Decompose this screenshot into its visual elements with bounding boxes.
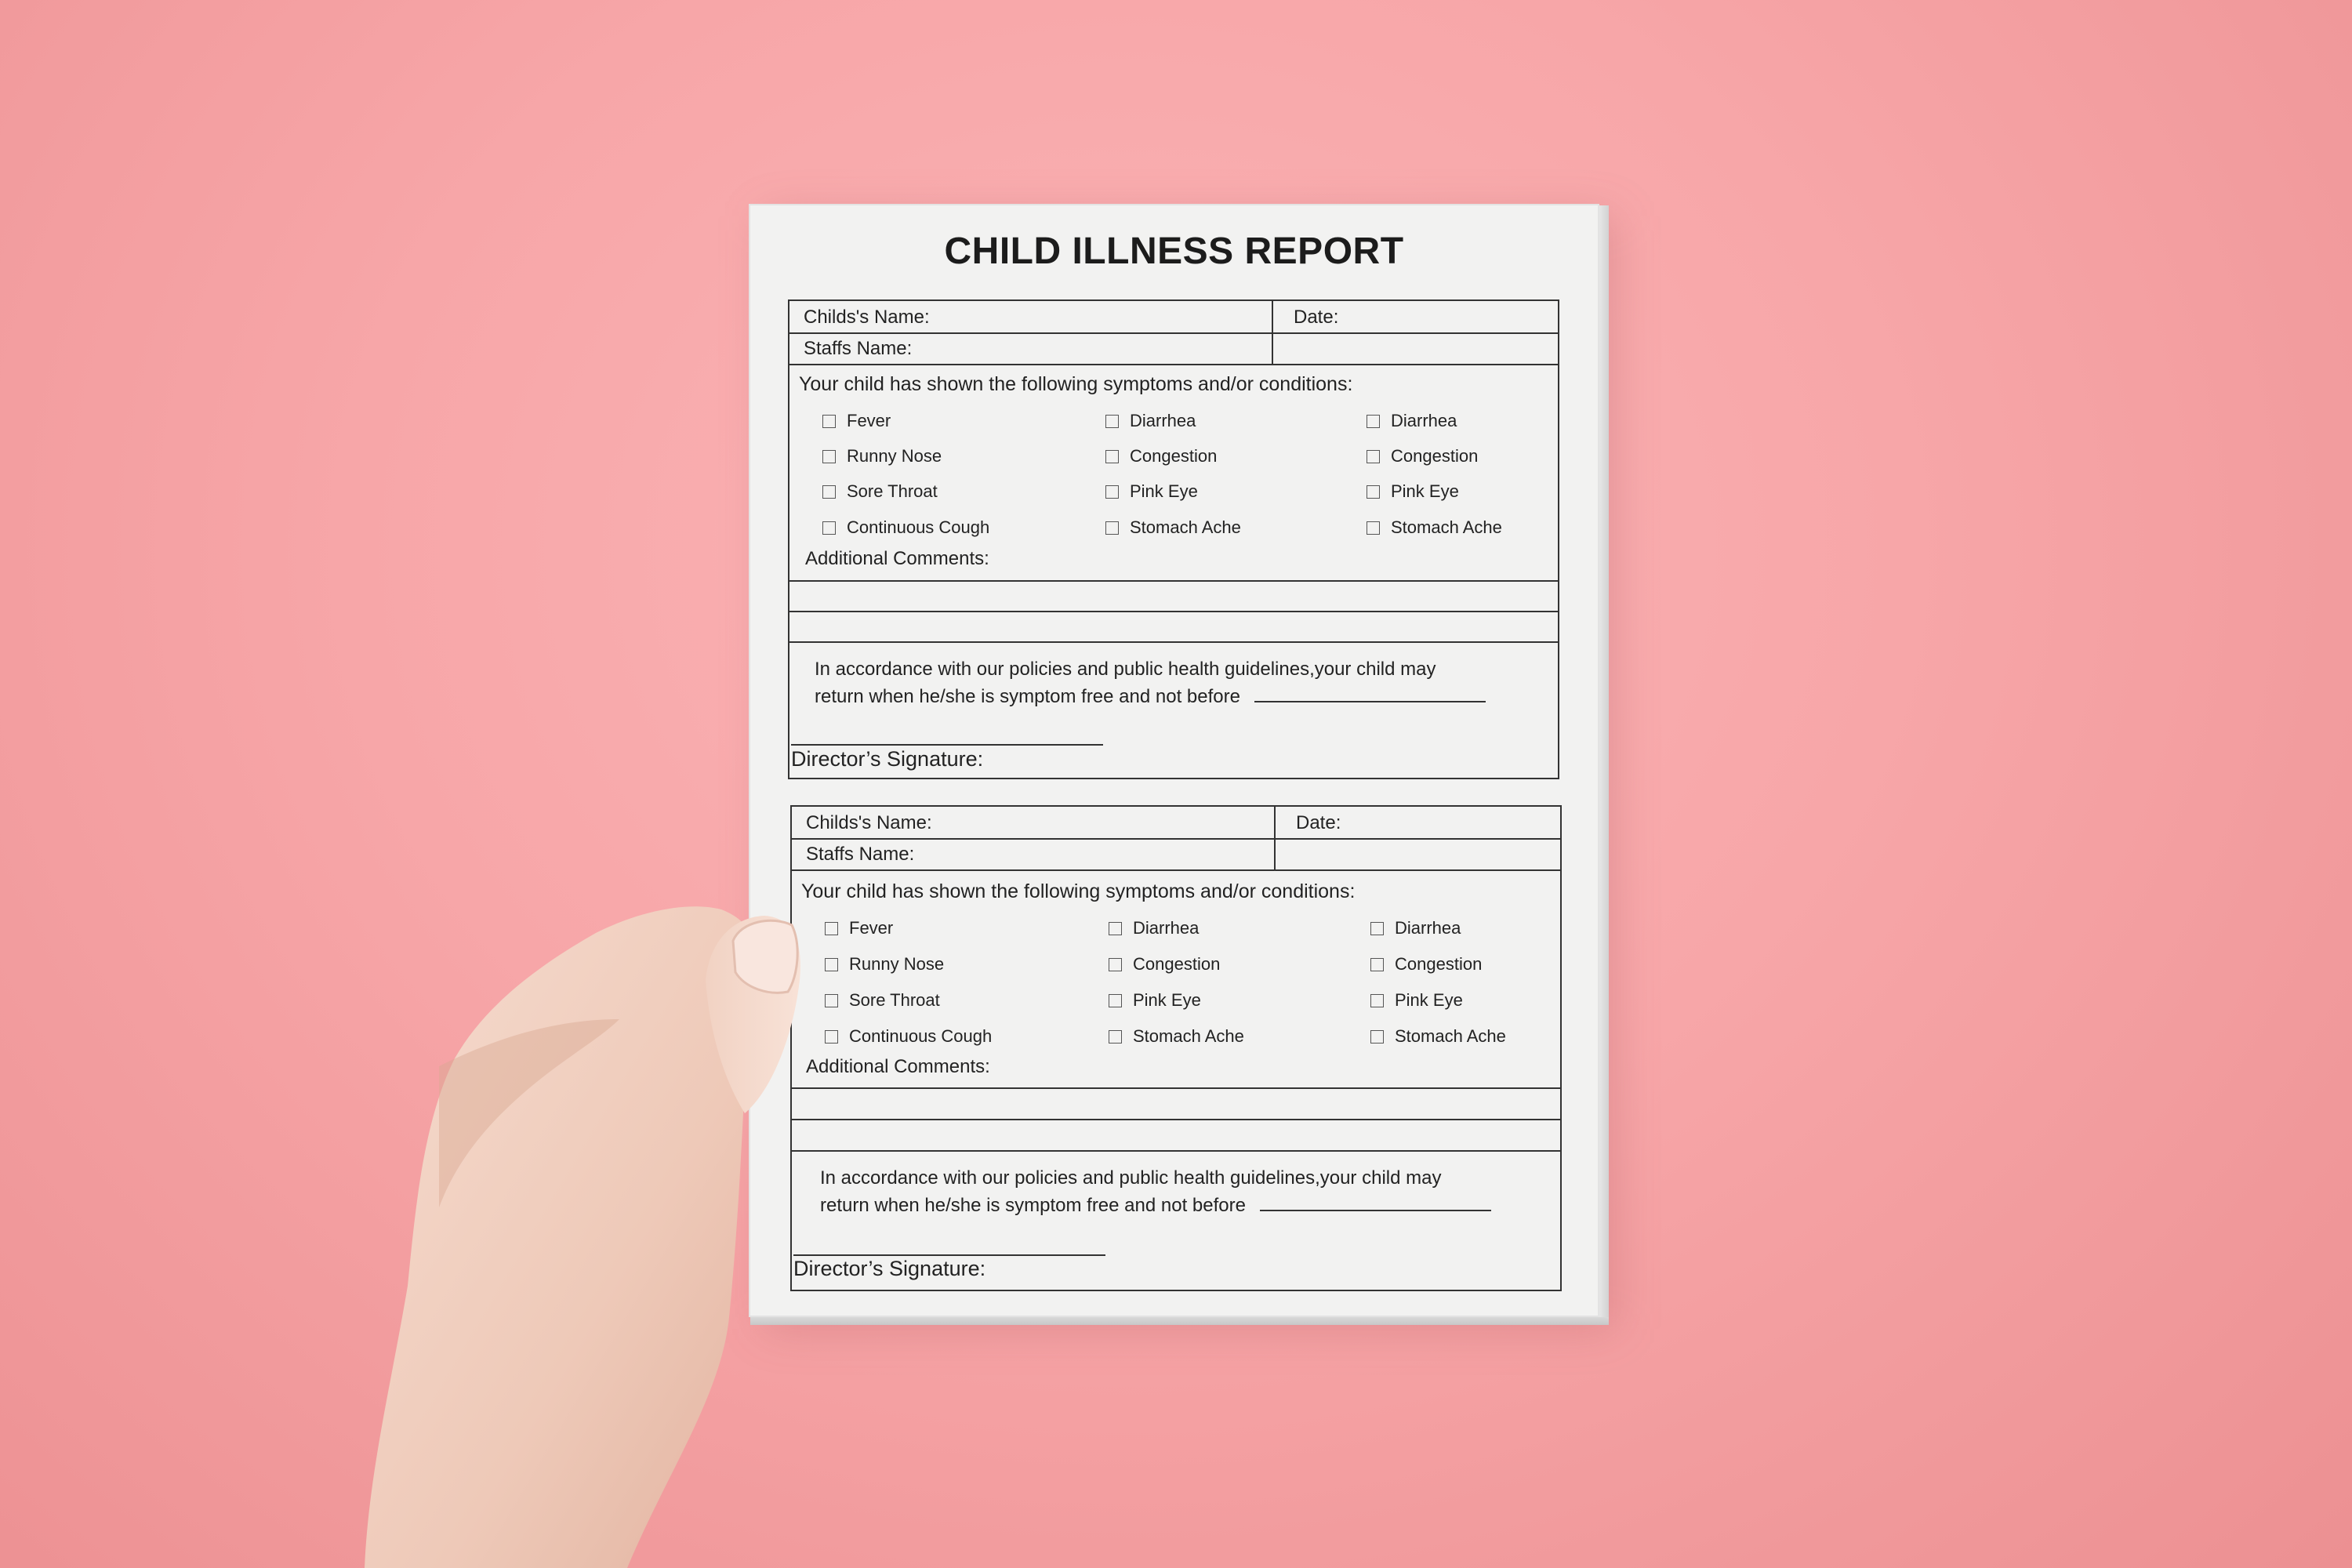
comment-line-3 [789,641,1558,643]
comment-line-2 [789,611,1558,612]
checkbox-icon [825,1030,838,1044]
signature-label: Director’s Signature: [791,747,984,771]
checkbox-continuous-cough[interactable]: Continuous Cough [822,517,989,538]
notepad-bottom-edge [750,1317,1609,1325]
checkbox-diarrhea-2[interactable]: Diarrhea [1367,411,1457,431]
checkbox-congestion-2[interactable]: Congestion [1367,446,1478,466]
name-date-row [792,807,1560,840]
child-name-cell [789,301,1273,332]
note-line-2-wrap [815,683,1489,710]
checkbox-stomach-ache[interactable]: Stomach Ache [1105,517,1241,538]
checkbox-runny-nose[interactable]: Runny Nose [822,446,942,466]
checkbox-diarrhea-2[interactable]: Diarrhea [1370,918,1461,938]
hand-shadow [439,1019,619,1207]
checkbox-pink-eye-2[interactable]: Pink Eye [1367,481,1459,502]
checkbox-congestion[interactable]: Congestion [1105,446,1217,466]
checkbox-stomach-ache[interactable]: Stomach Ache [1109,1026,1244,1047]
signature-line[interactable] [791,744,1103,746]
symptoms-intro: Your child has shown the following symptoms and/or conditions: [801,880,1356,902]
report-form-2 [790,805,1562,1291]
comments-label: Additional Comments: [805,548,989,569]
symptoms-intro: Your child has shown the following symptoms and/or conditions: [799,373,1353,395]
comment-line-2 [792,1119,1560,1120]
checkbox-icon [1370,1030,1384,1044]
date-cell [1273,301,1558,332]
checkbox-pink-eye-2[interactable]: Pink Eye [1370,990,1463,1011]
date-label: Date: [1296,812,1341,833]
staff-name-label: Staffs Name: [806,844,915,865]
checkbox-diarrhea[interactable]: Diarrhea [1109,918,1199,938]
return-policy-note [820,1164,1494,1219]
checkbox-icon [822,521,836,535]
report-title: CHILD ILLNESS REPORT [944,230,1404,272]
checkbox-runny-nose[interactable]: Runny Nose [825,954,944,975]
checkbox-icon [1105,450,1119,463]
checkbox-fever[interactable]: Fever [822,411,891,431]
checkbox-sore-throat[interactable]: Sore Throat [822,481,938,502]
checkbox-congestion-2[interactable]: Congestion [1370,954,1482,975]
checkbox-diarrhea[interactable]: Diarrhea [1105,411,1196,431]
checkbox-icon [825,958,838,971]
signature-label: Director’s Signature: [793,1257,986,1280]
staff-row [792,838,1560,871]
checkbox-icon [1109,1030,1122,1044]
note-line-1: In accordance with our policies and public health guidelines,your child may [820,1167,1442,1189]
name-date-row [789,301,1558,334]
checkbox-icon [1367,485,1380,499]
return-policy-note [815,655,1489,710]
child-name-label: Childs's Name: [804,307,930,328]
checkbox-stomach-ache-2[interactable]: Stomach Ache [1370,1026,1506,1047]
note-line-2: return when he/she is symptom free and not before [815,686,1240,707]
checkbox-icon [825,922,838,935]
checkbox-icon [1367,450,1380,463]
comment-line-3 [792,1150,1560,1152]
return-date-blank[interactable] [1254,685,1486,702]
checkbox-fever[interactable]: Fever [825,918,893,938]
child-name-label: Childs's Name: [806,812,932,833]
checkbox-sore-throat[interactable]: Sore Throat [825,990,940,1011]
checkbox-icon [1105,415,1119,428]
date-label: Date: [1294,307,1339,328]
notepad-edge [1599,205,1609,1317]
checkbox-icon [1109,958,1122,971]
checkbox-icon [1367,521,1380,535]
checkbox-icon [825,994,838,1007]
checkbox-icon [1109,922,1122,935]
comment-line-1 [792,1087,1560,1089]
return-date-blank[interactable] [1260,1194,1491,1211]
checkbox-pink-eye[interactable]: Pink Eye [1105,481,1198,502]
note-line-2: return when he/she is symptom free and not before [820,1195,1246,1216]
checkbox-icon [1370,994,1384,1007]
comment-line-1 [789,580,1558,582]
checkbox-icon [1370,922,1384,935]
checkbox-icon [822,485,836,499]
checkbox-icon [1370,958,1384,971]
checkbox-icon [1367,415,1380,428]
checkbox-icon [1105,521,1119,535]
note-line-2-wrap [820,1192,1494,1219]
staff-name-cell [792,838,1276,869]
staff-name-cell [789,332,1273,364]
note-line-1: In accordance with our policies and public health guidelines,your child may [815,659,1436,680]
staff-row [789,332,1558,365]
checkbox-stomach-ache-2[interactable]: Stomach Ache [1367,517,1502,538]
checkbox-icon [1105,485,1119,499]
date-cell [1276,807,1560,838]
checkbox-icon [822,415,836,428]
staff-name-label: Staffs Name: [804,338,913,359]
child-name-cell [792,807,1276,838]
checkbox-icon [1109,994,1122,1007]
checkbox-icon [822,450,836,463]
checkbox-pink-eye[interactable]: Pink Eye [1109,990,1201,1011]
signature-line[interactable] [793,1254,1105,1256]
hand-palm [365,906,757,1568]
report-form-1 [788,299,1559,779]
comments-label: Additional Comments: [806,1056,990,1077]
checkbox-continuous-cough[interactable]: Continuous Cough [825,1026,992,1047]
checkbox-congestion[interactable]: Congestion [1109,954,1220,975]
